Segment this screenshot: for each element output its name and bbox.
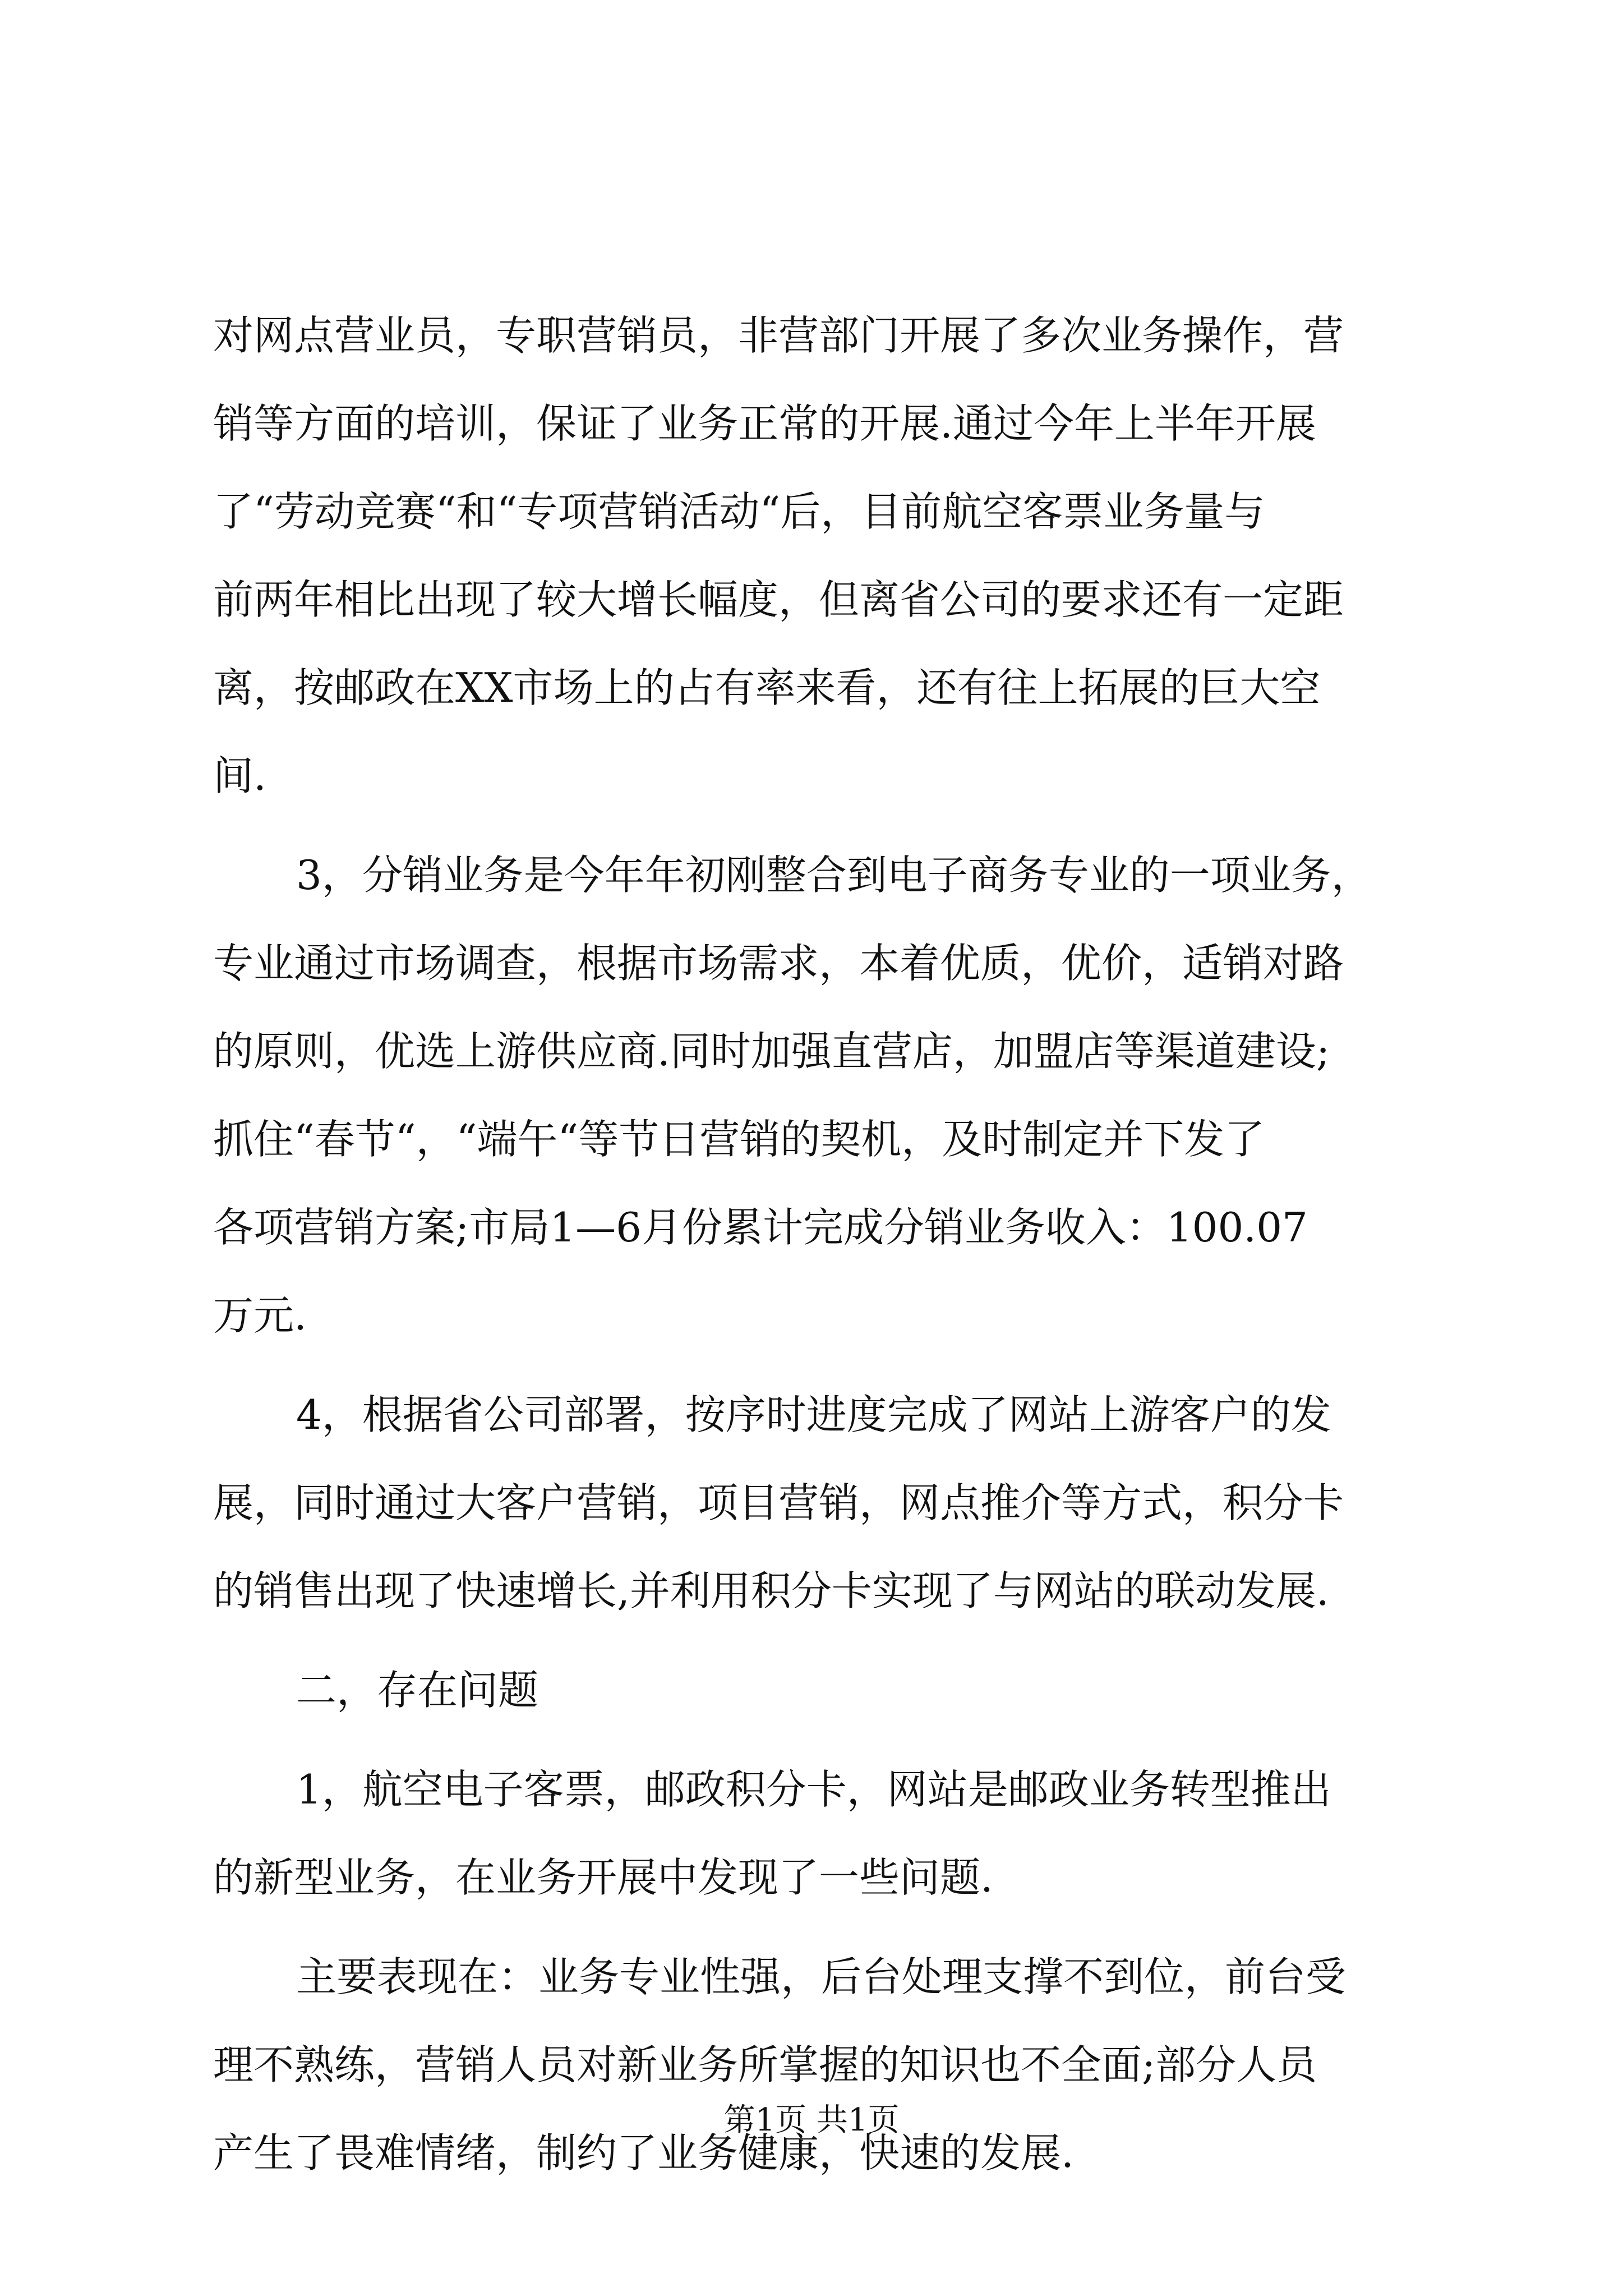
- text-line: 各项营销方案;市局1—6月份累计完成分销业务收入：100.07: [213, 1204, 1308, 1251]
- paragraph-gap: [213, 1635, 1419, 1646]
- text-line: 的新型业务，在业务开展中发现了一些问题.: [213, 1854, 993, 1901]
- text-line: 前两年相比出现了较大增长幅度，但离省公司的要求还有一定距: [213, 576, 1344, 623]
- text-line: 了“劳动竞赛“和“专项营销活动“后，目前航空客票业务量与: [213, 488, 1265, 535]
- page-footer: 第1页 共1页: [723, 2102, 900, 2138]
- paragraph-gap: [213, 1734, 1419, 1746]
- text-line: 二，存在问题: [296, 1667, 539, 1714]
- text-line: 专业通过市场调查，根据市场需求，本着优质，优价，适销对路: [213, 940, 1344, 987]
- text-line: 3，分销业务是今年年初刚整合到电子商务专业的一项业务，: [296, 852, 1372, 899]
- text-line: 1，航空电子客票，邮政积分卡，网站是邮政业务转型推出: [296, 1766, 1331, 1813]
- paragraph-gap: [213, 1922, 1419, 1933]
- text-line: 的原则，优选上游供应商.同时加强直营店，加盟店等渠道建设;: [213, 1028, 1330, 1075]
- text-line: 销等方面的培训，保证了业务正常的开展.通过今年上半年开展: [213, 400, 1316, 447]
- text-line: 抓住“春节“，“端午“等节日营销的契机，及时制定并下发了: [213, 1116, 1265, 1163]
- text-line: 主要表现在：业务专业性强，后台处理支撑不到位，前台受: [296, 1953, 1347, 2000]
- paragraph-gap: [213, 820, 1419, 831]
- text-line: 展，同时通过大客户营销，项目营销，网点推介等方式，积分卡: [213, 1479, 1344, 1526]
- text-line: 理不熟练，营销人员对新业务所掌握的知识也不全面;部分人员: [213, 2041, 1317, 2088]
- text-line: 对网点营业员，专职营销员，非营部门开展了多次业务操作，营: [213, 312, 1344, 359]
- text-line: 离，按邮政在XX市场上的占有率来看，还有往上拓展的巨大空: [213, 664, 1321, 711]
- paragraph-gap: [213, 1360, 1419, 1371]
- text-line: 4，根据省公司部署，按序时进度完成了网站上游客户的发: [296, 1391, 1331, 1438]
- text-line: 产生了畏难情绪，制约了业务健康，快速的发展.: [213, 2129, 1074, 2177]
- document-body: [213, 292, 1419, 2197]
- text-line: 间.: [213, 752, 266, 799]
- text-line: 万元.: [213, 1292, 307, 1339]
- text-line: 的销售出现了快速增长,并利用积分卡实现了与网站的联动发展.: [213, 1567, 1329, 1614]
